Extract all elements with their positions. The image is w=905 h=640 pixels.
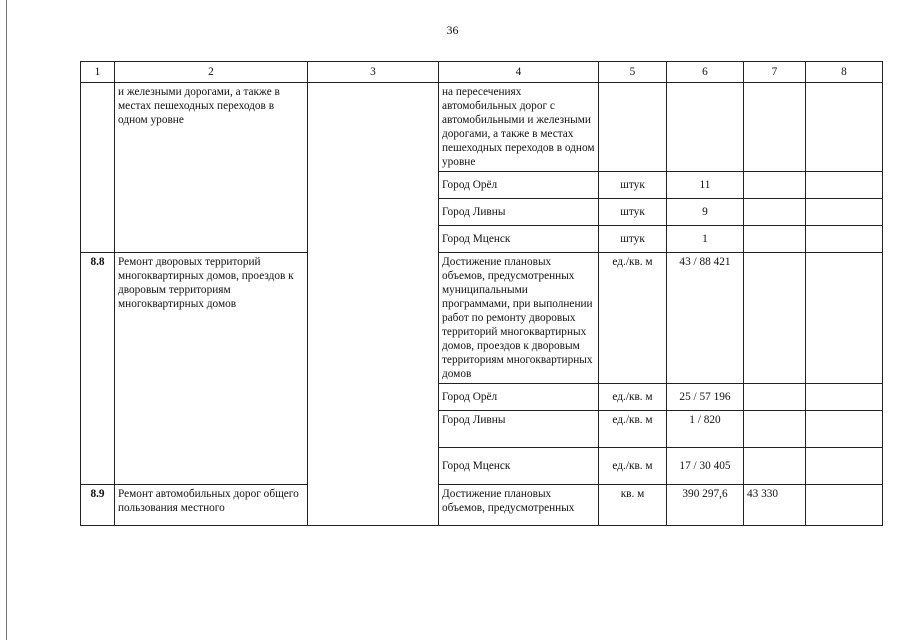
cont-indicator-cell: на пересечениях автомобильных дорог с автомобильными и железными дорогами, а также в местах пешеходных переходов в одном уровне: [439, 83, 599, 172]
col7-cell: 43 330: [744, 485, 806, 526]
value-cell: 43 / 88 421: [667, 253, 744, 384]
page-number: 36: [446, 23, 459, 37]
city-cell: Город Мценск: [439, 226, 599, 253]
cont-name-cell: и железными дорогами, а также в местах пешеходных переходов в одном уровне: [115, 83, 308, 253]
col8-cell: [806, 411, 883, 448]
col8-cell: [806, 384, 883, 411]
item-number: 8.8: [81, 253, 115, 485]
unit-cell: штук: [599, 199, 667, 226]
col-header-5: 5: [599, 62, 667, 83]
col8-cell: [806, 172, 883, 199]
page-edge-line: [6, 0, 7, 640]
col7-cell: [744, 226, 806, 253]
col7-cell: [744, 253, 806, 384]
city-cell: Город Орёл: [439, 384, 599, 411]
col3-merged-cell: [308, 83, 439, 526]
unit-cell: ед./кв. м: [599, 411, 667, 448]
col-header-3: 3: [308, 62, 439, 83]
header-row: [81, 62, 883, 83]
col-header-1: 1: [81, 62, 115, 83]
indicator-cell: Достижение плановых объемов, предусмотренных: [439, 485, 599, 526]
item-name: Ремонт автомобильных дорог общего пользования местного: [115, 485, 308, 526]
value-cell: 1: [667, 226, 744, 253]
value-cell: 1 / 820: [667, 411, 744, 448]
unit-cell: ед./кв. м: [599, 384, 667, 411]
col7-cell: [744, 448, 806, 485]
indicator-cell: Достижение плановых объемов, предусмотренных муниципальными программами, при выполнении работ по ремонту дворовых территорий многоквартирных домов, проездов к дворовым территориям многоквартирных домов: [439, 253, 599, 384]
cont-col8-cell: [806, 83, 883, 172]
item-name: Ремонт дворовых территорий многоквартирных домов, проездов к дворовым территориям многоквартирных домов: [115, 253, 308, 485]
col-header-4: 4: [439, 62, 599, 83]
unit-cell: штук: [599, 172, 667, 199]
col8-cell: [806, 199, 883, 226]
value-cell: 17 / 30 405: [667, 448, 744, 485]
value-cell: 9: [667, 199, 744, 226]
unit-cell: кв. м: [599, 485, 667, 526]
value-cell: 11: [667, 172, 744, 199]
col8-cell: [806, 485, 883, 526]
col7-cell: [744, 199, 806, 226]
col-header-8: 8: [806, 62, 883, 83]
col-header-2: 2: [115, 62, 308, 83]
unit-cell: ед./кв. м: [599, 253, 667, 384]
cont-value-cell: [667, 83, 744, 172]
cont-col7-cell: [744, 83, 806, 172]
col8-cell: [806, 448, 883, 485]
cont-unit-cell: [599, 83, 667, 172]
col7-cell: [744, 384, 806, 411]
city-cell: Город Ливны: [439, 411, 599, 448]
col-header-7: 7: [744, 62, 806, 83]
unit-cell: ед./кв. м: [599, 448, 667, 485]
col-header-6: 6: [667, 62, 744, 83]
col7-cell: [744, 411, 806, 448]
item-number: 8.9: [81, 485, 115, 526]
col7-cell: [744, 172, 806, 199]
value-cell: 25 / 57 196: [667, 384, 744, 411]
unit-cell: штук: [599, 226, 667, 253]
program-table: [80, 61, 883, 526]
value-cell: 390 297,6: [667, 485, 744, 526]
cont-num-cell: [81, 83, 115, 253]
col8-cell: [806, 253, 883, 384]
table-row-8-8: [81, 253, 883, 384]
city-cell: Город Орёл: [439, 172, 599, 199]
city-cell: Город Мценск: [439, 448, 599, 485]
table-row-continuation: [81, 83, 883, 172]
col8-cell: [806, 226, 883, 253]
city-cell: Город Ливны: [439, 199, 599, 226]
table-row-8-9: [81, 485, 883, 526]
